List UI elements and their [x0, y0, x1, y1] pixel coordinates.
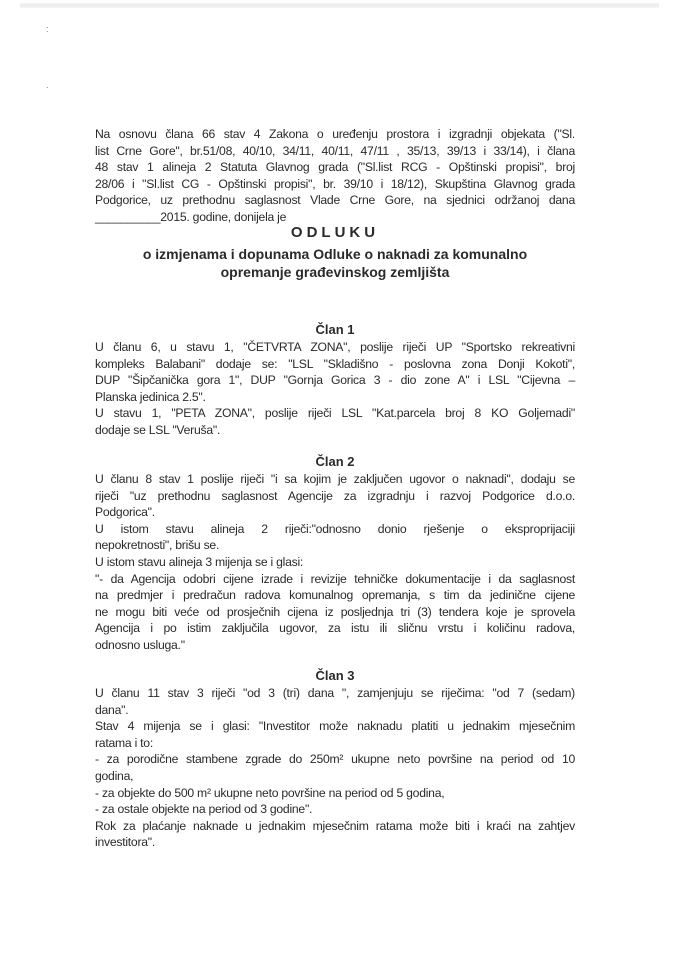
text-line: U istom stavu alineja 2 riječi:"odnosno donio rješenje o eksproprijaciji	[95, 521, 575, 536]
text-line: Rok za plaćanje naknade u jednakim mjesečnim ratama može biti i kraći na zahtjev	[95, 818, 575, 833]
text-line: 28/06 i "Sl.list CG - Opštinski propisi", br. 39/10 i 18/12), Skupština Glavnog grada	[95, 176, 575, 191]
text-line: nepokretnosti", brišu se.	[95, 538, 220, 553]
text-line: U članu 8 stav 1 poslije riječi "i sa kojim je zaključen ugovor o naknadi", dodaju se	[95, 472, 575, 486]
text-line: "- da Agencija odobri cijene izrade i revizije tehničke dokumentacije i da saglasnost	[95, 571, 575, 586]
article-heading: Član 2	[315, 454, 355, 469]
text-line: dana".	[95, 702, 129, 717]
document-subtitle	[95, 245, 575, 281]
text-line: 48 stav 1 alineja 2 Statuta Glavnog grada ("Sl.list RCG - Opštinski propisi", broj	[95, 160, 575, 175]
text-line: DUP "Šipčanička gora 1", DUP "Gornja Gorica 3 - dio zone A" i LSL "Cijevna –	[95, 373, 575, 388]
article-heading: Član 1	[315, 322, 355, 337]
article-3-body	[95, 685, 575, 851]
scan-speck: :	[46, 24, 49, 34]
text-line: - za ostale objekte na period od 3 godine".	[95, 802, 313, 817]
text-line: __________2015. godine, donijela je	[95, 209, 287, 224]
preamble	[95, 126, 575, 226]
text-line: ne mogu biti veće od prosječnih cijena iz posljednja tri (3) tendera koje je sprovela	[95, 604, 575, 619]
text-line: Planska jedinica 2.5".	[95, 389, 206, 404]
text-line: riječi "uz prethodnu saglasnost Agencije za izgradnju i razvoj Podgorice d.o.o.	[95, 488, 575, 503]
text-line: Agencija i po istim zaključila ugovor, za istu ili sličnu vrstu i količinu radova,	[95, 621, 575, 636]
text-line: U istom stavu alineja 3 mijenja se i glasi:	[95, 554, 304, 569]
article-heading: Član 3	[315, 668, 355, 683]
text-line: investitora".	[95, 835, 156, 850]
text-line: ratama i to:	[95, 735, 153, 750]
text-line: godina,	[95, 768, 134, 783]
subtitle-line: opremanje građevinskog zemljišta	[220, 264, 450, 280]
text-line: U članu 11 stav 3 riječi "od 3 (tri) dana ", zamjenjuju se riječima: "od 7 (sedam)	[95, 686, 575, 700]
text-line: Podgorica".	[95, 505, 155, 520]
text-line: Na osnovu člana 66 stav 4 Zakona o uređenju prostora i izgradnji objekata ("Sl.	[95, 127, 575, 141]
document-title: ODLUKU	[290, 224, 380, 241]
text-line: kompleks Balabani" dodaje se: "LSL "Skladišno - poslovna zona Donji Kokoti",	[95, 356, 575, 371]
text-line: U stavu 1, "PETA ZONA", poslije riječi LSL "Kat.parcela broj 8 KO Goljemadi"	[95, 406, 575, 421]
text-line: - za objekte do 500 m² ukupne neto površine na period od 5 godina,	[95, 785, 445, 800]
text-line: Podgorice, uz prethodnu saglasnost Vlade Crne Gore, na sjednici održanoj dana	[95, 193, 575, 208]
text-line: list Crne Gore", br.51/08, 40/10, 34/11, 40/11, 47/11 , 35/13, 39/13 i 33/14), i člana	[95, 143, 575, 158]
text-line: odnosno usluga."	[95, 637, 185, 652]
text-line: U članu 6, u stavu 1, "ČETVRTA ZONA", poslije riječi UP "Sportsko rekreativni	[95, 340, 575, 354]
scan-speck: .	[46, 80, 49, 90]
text-line: na predmjer i predračun radova komunalnog opremanja, s tim da jedinične cijene	[95, 588, 575, 603]
text-line: Stav 4 mijenja se i glasi: "Investitor može naknadu platiti u jednakim mjesečnim	[95, 719, 575, 734]
text-line: dodaje se LSL "Veruša".	[95, 422, 221, 437]
subtitle-line: o izmjenama i dopunama Odluke o naknadi za komunalno	[142, 246, 528, 262]
scan-edge	[20, 3, 659, 8]
article-2-body	[95, 471, 575, 654]
text-line: - za porodične stambene zgrade do 250m² ukupne neto površine na period od 10	[95, 752, 575, 767]
article-1-body	[95, 339, 575, 439]
